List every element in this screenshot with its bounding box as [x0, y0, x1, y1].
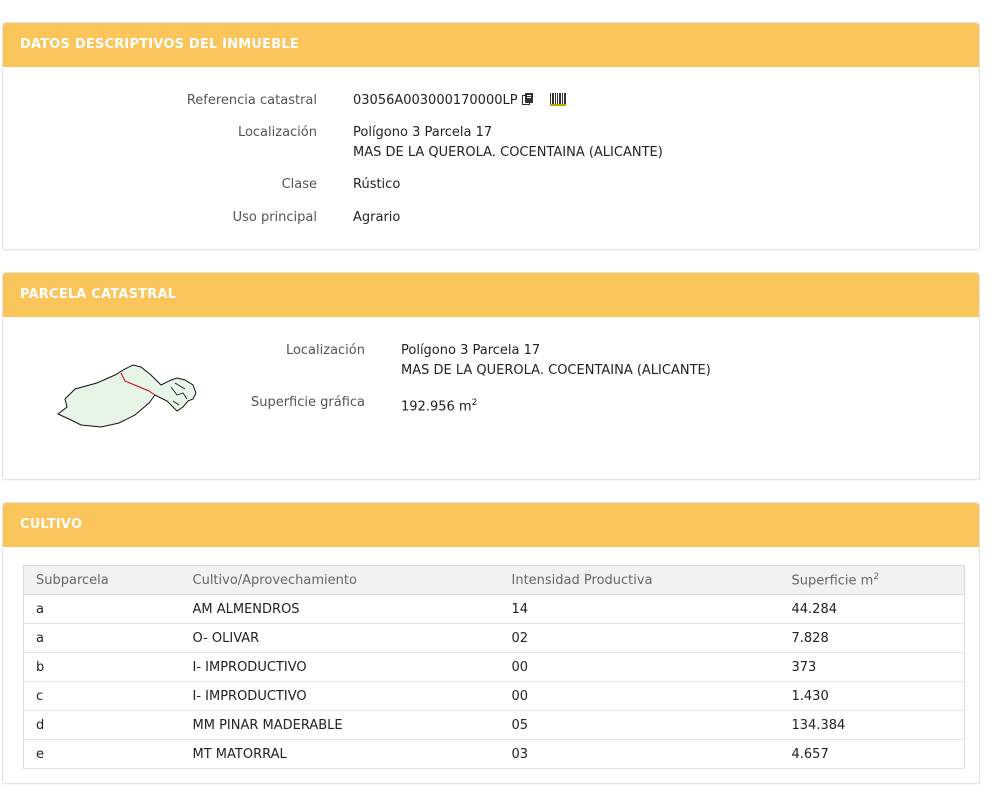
cell-cultivo: MT MATORRAL: [181, 740, 500, 769]
copy-icon[interactable]: [522, 93, 534, 106]
cell-subparcela: c: [24, 682, 181, 711]
col-superficie-label: Superficie m: [791, 573, 874, 589]
uso-principal-label: Uso principal: [232, 210, 317, 225]
superficie-grafica-value: [401, 393, 477, 417]
cell-subparcela: a: [24, 595, 181, 624]
parcela-localizacion-line2: MAS DE LA QUEROLA. COCENTAINA (ALICANTE): [401, 363, 711, 378]
clase-label: Clase: [281, 177, 317, 192]
cell-intensidad: 00: [500, 682, 780, 711]
cell-cultivo: O- OLIVAR: [181, 624, 500, 653]
parcel-shape-map[interactable]: [53, 357, 203, 429]
col-intensidad: Intensidad Productiva: [500, 566, 780, 595]
parcela-localizacion-value: [401, 341, 711, 381]
parcel-outline: [58, 365, 196, 427]
table-row: [24, 740, 965, 769]
table-row: [24, 682, 965, 711]
barcode-icon[interactable]: [550, 93, 566, 106]
parcela-catastral-header: PARCELA CATASTRAL: [3, 273, 979, 317]
superficie-grafica-exp: 2: [471, 398, 478, 408]
table-row: [24, 595, 965, 624]
cultivo-header-row: [24, 566, 965, 595]
col-subparcela: Subparcela: [24, 566, 181, 595]
col-superficie-exp: 2: [873, 571, 880, 582]
cell-subparcela: e: [24, 740, 181, 769]
cell-superficie: 44.284: [780, 595, 965, 624]
col-superficie: [780, 566, 965, 595]
cell-superficie: 134.384: [780, 711, 965, 740]
cell-cultivo: AM ALMENDROS: [181, 595, 500, 624]
cell-intensidad: 00: [500, 653, 780, 682]
parcela-localizacion-line1: Polígono 3 Parcela 17: [401, 343, 541, 358]
cell-intensidad: 14: [500, 595, 780, 624]
clase-value: Rústico: [353, 177, 401, 192]
cell-superficie: 1.430: [780, 682, 965, 711]
cell-intensidad: 05: [500, 711, 780, 740]
superficie-grafica-label: Superficie gráfica: [250, 395, 365, 410]
cell-cultivo: MM PINAR MADERABLE: [181, 711, 500, 740]
localizacion-label: Localización: [237, 125, 317, 140]
table-row: [24, 624, 965, 653]
cell-intensidad: 02: [500, 624, 780, 653]
cultivo-table: [23, 565, 965, 769]
localizacion-line1: Polígono 3 Parcela 17: [353, 125, 493, 140]
cultivo-header: CULTIVO: [3, 503, 979, 547]
cell-subparcela: d: [24, 711, 181, 740]
cell-intensidad: 03: [500, 740, 780, 769]
cell-cultivo: I- IMPRODUCTIVO: [181, 682, 500, 711]
cell-subparcela: a: [24, 624, 181, 653]
parcela-catastral-panel: [2, 272, 980, 480]
table-row: [24, 653, 965, 682]
localizacion-line2: MAS DE LA QUEROLA. COCENTAINA (ALICANTE): [353, 145, 663, 160]
cell-superficie: 4.657: [780, 740, 965, 769]
localizacion-value: [353, 123, 663, 163]
referencia-value: 03056A003000170000LP: [353, 93, 518, 108]
datos-descriptivos-panel: [2, 22, 980, 250]
table-row: [24, 711, 965, 740]
cell-superficie: 7.828: [780, 624, 965, 653]
cell-superficie: 373: [780, 653, 965, 682]
referencia-label: Referencia catastral: [186, 93, 317, 108]
cultivo-panel: [2, 502, 980, 784]
referencia-row: [353, 91, 566, 111]
cell-subparcela: b: [24, 653, 181, 682]
cell-cultivo: I- IMPRODUCTIVO: [181, 653, 500, 682]
superficie-grafica-number: 192.956 m: [401, 399, 472, 415]
uso-principal-value: Agrario: [353, 210, 401, 225]
parcela-localizacion-label: Localización: [285, 343, 365, 358]
col-cultivo: Cultivo/Aprovechamiento: [181, 566, 500, 595]
datos-descriptivos-header: DATOS DESCRIPTIVOS DEL INMUEBLE: [3, 23, 979, 67]
